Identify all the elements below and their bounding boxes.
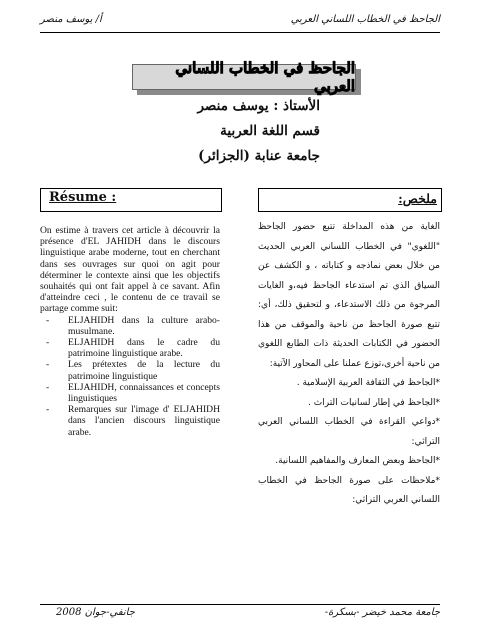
- page-header: [40, 14, 440, 30]
- list-item: - Remarques sur l'image d' ELJAHIDH dans l'ancien discours linguistique arabe.: [68, 404, 220, 438]
- mulakhas-heading-box: [258, 188, 442, 212]
- author-university: جامعة عنابة (الجزائر): [198, 148, 320, 164]
- footer-rule: [40, 604, 440, 605]
- resume-paragraph: On estime à travers cet article à découvrir la présence d'EL JAHIDH dans le discours linguistique arabe moderne, tout en cherchant dans ses ouvrages sur quoi on agit pour déterminer le contexte ainsi que les objectifs souhaités qui ont fait appel à ce savant. Afin d'atteindre ceci , le contenu de ce travail se partage comme suit:: [40, 225, 220, 315]
- resume-section: [40, 225, 220, 438]
- resume-list: [40, 315, 220, 438]
- mulakhas-paragraph: الغاية من هذه المداخلة تتبع حضور الجاحظ "اللغوي" في الخطاب اللساني العربي الحديث من خلال بعض نماذجه و كتاباته ، و الكشف عن السياق الذي تم استدعاء الجاحظ فيه،و الغايات المرجوة من ذلك الاستدعاء، و لتحقيق ذلك، أي: تتبع صورة الجاحظ من ناحية والموقف من هذا الحضور في الكتابات الحديثة ذات الطابع اللغوي من ناحية أخرى،توزع عملنا على المحاور الآتية:: [258, 222, 440, 369]
- list-item: *الجاحظ في إطار لسانيات التراث .: [308, 397, 440, 408]
- list-item: - ELJAHIDH, connaissances et concepts linguistiques: [68, 382, 220, 404]
- mulakhas-section: [258, 218, 440, 511]
- list-item: - ELJAHIDH dans le cadre du patrimoine linguistique arabe.: [68, 337, 220, 359]
- author-name: الأستاذ : يوسف منصر: [197, 98, 320, 114]
- mulakhas-heading: ملخص:: [398, 191, 437, 206]
- footer-university: جامعة محمد خيضر -بسكرة-: [324, 607, 440, 618]
- list-item: *الجاحظ في الثقافة العربية الإسلامية .: [296, 378, 440, 388]
- article-title: الجاحظ في الخطاب اللساني العربي: [175, 59, 355, 95]
- list-item: *الجاحظ وبعض المعارف والمفاهيم اللسانية.: [275, 456, 440, 466]
- resume-heading-box: [40, 188, 222, 212]
- footer-date: جانفي-جوان 2008: [56, 607, 135, 618]
- list-item: - ELJAHIDH dans la culture arabo-musulmane.: [68, 315, 220, 337]
- list-item: - Les prétextes de la lecture du patrimoine linguistique: [68, 359, 220, 381]
- resume-heading: Résume :: [49, 190, 117, 205]
- header-rule: [40, 32, 440, 33]
- title-box: [132, 59, 356, 95]
- page-footer: [40, 607, 440, 623]
- list-item: *دواعي القراءة في الخطاب اللساني العربي التراثي:: [258, 417, 440, 447]
- header-journal-title: الجاحظ في الخطاب اللساني العربي: [290, 14, 440, 25]
- list-item: *ملاحظات على صورة الجاحظ في الخطاب اللساني العربي التراثي:: [258, 475, 440, 505]
- header-author: أ/ يوسف منصر: [40, 14, 102, 25]
- author-department: قسم اللغة العربية: [220, 123, 320, 139]
